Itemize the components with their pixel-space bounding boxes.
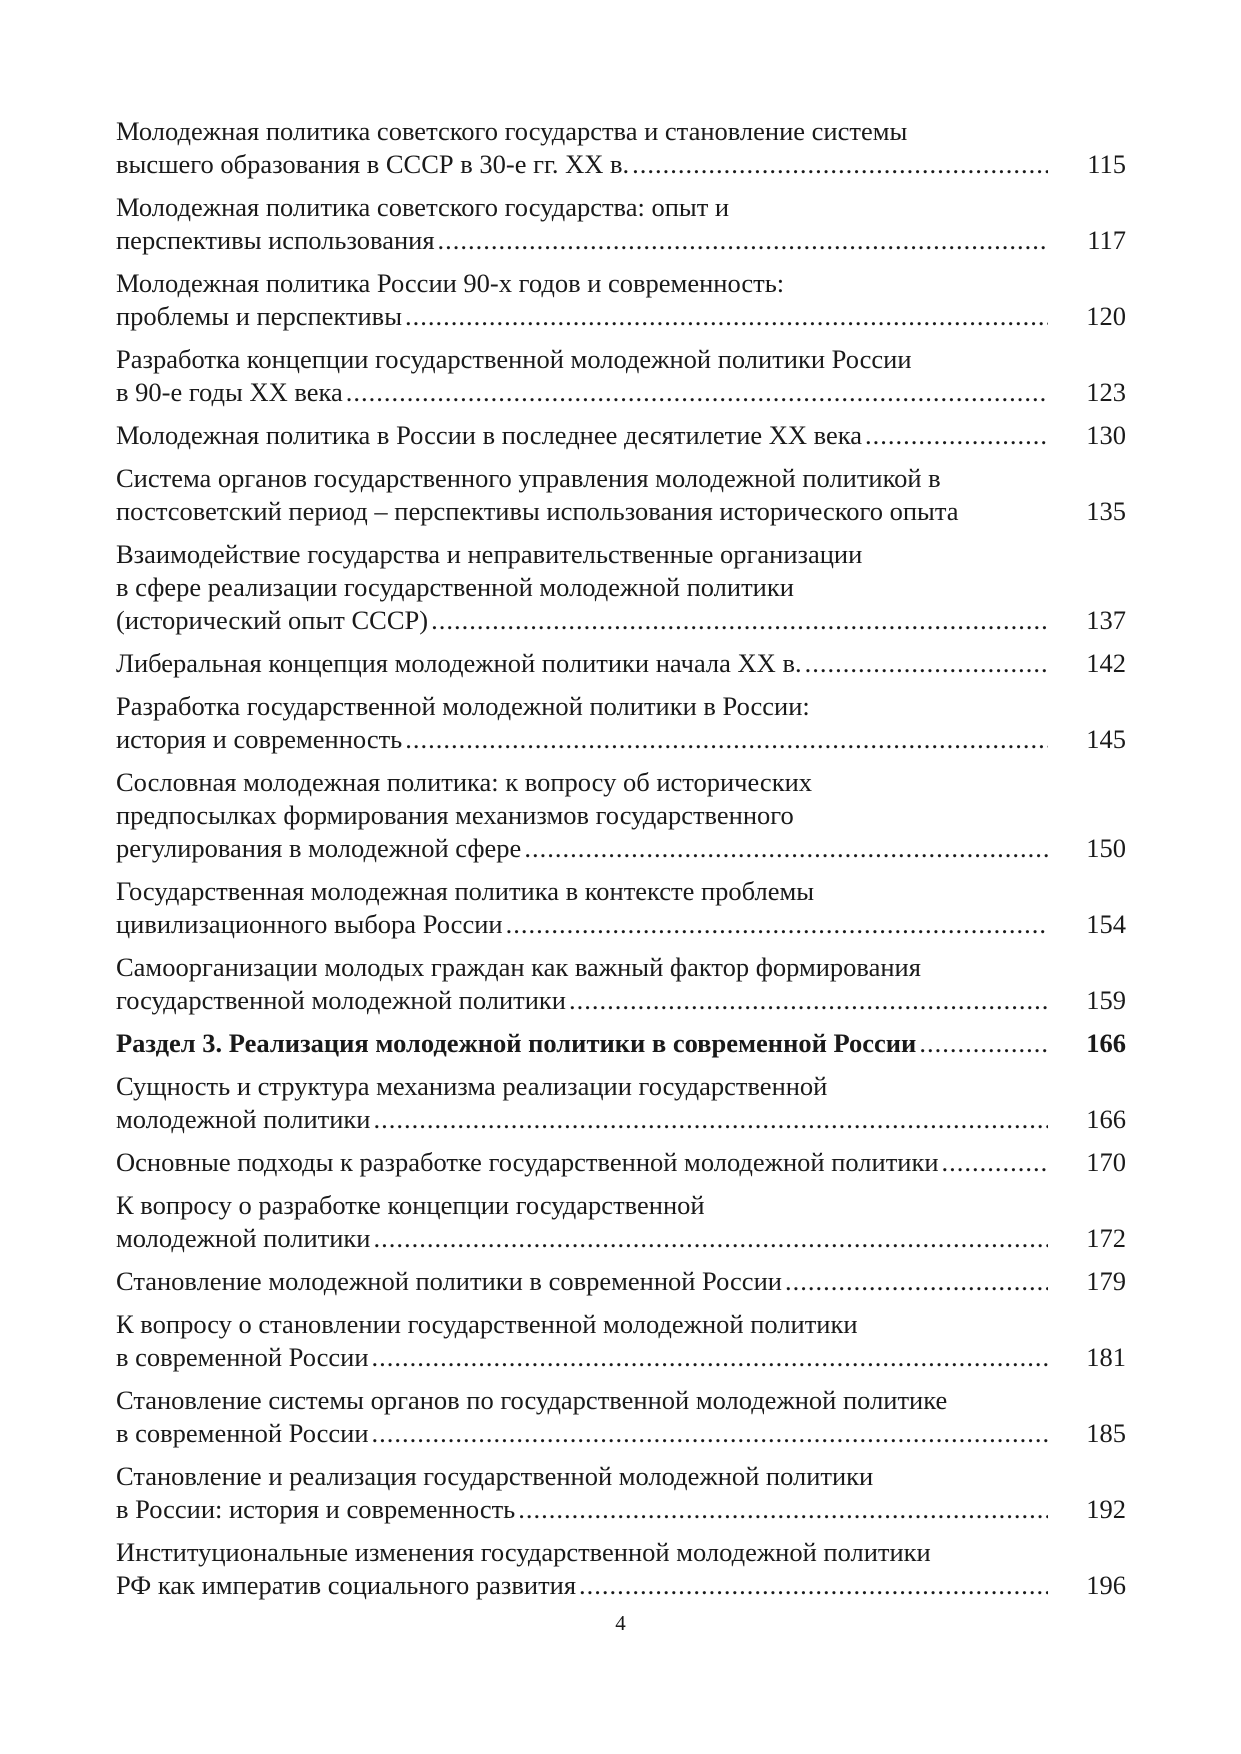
toc-entry-page-number: 185 — [1086, 1418, 1126, 1448]
dot-leader — [805, 647, 1048, 680]
toc-entry-page-number: 130 — [1086, 420, 1126, 450]
toc-entry-title-line: цивилизационного выбора России — [116, 909, 503, 939]
toc-entry — [116, 766, 1126, 865]
toc-entry-title-line: Становление системы органов по государственной молодежной политике — [116, 1385, 948, 1415]
toc-entry-last-line — [116, 1341, 1126, 1374]
toc-entry-title-line: Взаимодействие государства и неправительственные организации — [116, 539, 863, 569]
toc-entry — [116, 1146, 1126, 1179]
toc-entry-title-line: молодежной политики — [116, 1223, 371, 1253]
toc-entry-page-number: 120 — [1086, 301, 1126, 331]
toc-entry — [116, 1308, 1126, 1374]
toc-entry-last-line — [116, 419, 1126, 452]
dot-leader — [524, 832, 1048, 865]
toc-entry — [116, 690, 1126, 756]
toc-entry-last-line — [116, 1265, 1126, 1298]
toc-entry-last-line — [116, 1027, 1126, 1060]
dot-leader — [405, 723, 1048, 756]
toc-entry — [116, 462, 1126, 528]
toc-entry-page-number: 181 — [1086, 1342, 1126, 1372]
toc-entry-title-line: высшего образования в СССР в 30-е гг. XX в. — [116, 149, 630, 179]
toc-entry-page-number: 117 — [1087, 225, 1126, 255]
toc-entry-last-line — [116, 832, 1126, 865]
toc-entry — [116, 1460, 1126, 1526]
toc-entry-page-number: 172 — [1086, 1223, 1126, 1253]
toc-entry-title-line: К вопросу о разработке концепции государственной — [116, 1190, 705, 1220]
toc-entry-title-line: в современной России — [116, 1418, 369, 1448]
toc-entry-title-line: Становление молодежной политики в современной России — [116, 1266, 782, 1296]
toc-entry — [116, 647, 1126, 680]
toc-entry-last-line — [116, 723, 1126, 756]
dot-leader — [431, 604, 1048, 637]
toc-entry-title-line: Молодежная политика советского государства: опыт и — [116, 192, 730, 222]
toc-entry-page-number: 137 — [1086, 605, 1126, 635]
toc-entry-last-line — [116, 224, 1126, 257]
toc-entry-title-line: Разработка государственной молодежной политики в России: — [116, 691, 810, 721]
dot-leader — [785, 1265, 1048, 1298]
toc-entry-title-line: в сфере реализации государственной молодежной политики — [116, 572, 794, 602]
page-number: 4 — [615, 1611, 626, 1635]
toc-entry-page-number: 154 — [1086, 909, 1126, 939]
toc-entry-title-line: Либеральная концепция молодежной политики начала XX в. — [116, 648, 802, 678]
dot-leader — [942, 1146, 1048, 1179]
toc-entry-title-line: постсоветский период – перспективы использования исторического опыта — [116, 496, 959, 526]
dot-leader — [346, 376, 1048, 409]
toc-entry-title-line: предпосылках формирования механизмов государственного — [116, 800, 794, 830]
toc-entry — [116, 191, 1126, 257]
toc-entry — [116, 1189, 1126, 1255]
toc-entry-title-line: Система органов государственного управления молодежной политикой в — [116, 463, 941, 493]
dot-leader — [865, 419, 1048, 452]
toc-entry — [116, 1027, 1126, 1060]
toc-entry-last-line — [116, 908, 1126, 941]
dot-leader — [438, 224, 1048, 257]
toc-entry — [116, 1536, 1126, 1602]
toc-entry — [116, 875, 1126, 941]
toc-entry-title-line: в 90-е годы XX века — [116, 377, 343, 407]
toc-entry — [116, 267, 1126, 333]
toc-entry-page-number: 192 — [1086, 1494, 1126, 1524]
dot-leader — [569, 984, 1048, 1017]
toc-entry-title-line: Становление и реализация государственной молодежной политики — [116, 1461, 874, 1491]
dot-leader — [919, 1027, 1048, 1060]
toc-entry-title-line: Институциональные изменения государственной молодежной политики — [116, 1537, 931, 1567]
toc-entry-page-number: 142 — [1086, 648, 1126, 678]
dot-leader — [372, 1341, 1048, 1374]
dot-leader — [373, 1222, 1048, 1255]
toc-entry-page-number: 166 — [1086, 1104, 1126, 1134]
toc-entry-title-line: К вопросу о становлении государственной молодежной политики — [116, 1309, 858, 1339]
dot-leader — [373, 1103, 1048, 1136]
toc-entry — [116, 1384, 1126, 1450]
toc-entry-title-line: государственной молодежной политики — [116, 985, 566, 1015]
dot-leader — [405, 300, 1048, 333]
toc-entry-title-line: Молодежная политика России 90-х годов и современность: — [116, 268, 785, 298]
toc-entry — [116, 1265, 1126, 1298]
toc-entry-title-line: (исторический опыт СССР) — [116, 605, 429, 635]
toc-entry-title-line: Сущность и структура механизма реализации государственной — [116, 1071, 828, 1101]
toc-entry-page-number: 145 — [1086, 724, 1126, 754]
toc-entry-title-line: Государственная молодежная политика в контексте проблемы — [116, 876, 815, 906]
toc-entry-title-line: проблемы и перспективы — [116, 301, 403, 331]
toc-entry-last-line — [116, 376, 1126, 409]
toc-entry-last-line — [116, 1146, 1126, 1179]
toc-entry-page-number: 159 — [1086, 985, 1126, 1015]
toc-entry-page-number: 166 — [1086, 1028, 1126, 1058]
toc-entry-title-line: Молодежная политика в России в последнее десятилетие XX века — [116, 420, 863, 450]
toc-entry-last-line — [116, 647, 1126, 680]
toc-entry-title-line: Разработка концепции государственной молодежной политики России — [116, 344, 912, 374]
toc-entry-page-number: 170 — [1086, 1147, 1126, 1177]
toc-entry-last-line — [116, 984, 1126, 1017]
toc-entry-last-line — [116, 148, 1126, 181]
dot-leader — [518, 1493, 1048, 1526]
toc-entry-title-line: молодежной политики — [116, 1104, 371, 1134]
toc-entry-last-line — [116, 300, 1126, 333]
toc-entry-page-number: 179 — [1086, 1266, 1126, 1296]
toc-entry — [116, 343, 1126, 409]
toc-entry-page-number: 135 — [1086, 496, 1126, 526]
toc-entry-title-line: Сословная молодежная политика: к вопросу об исторических — [116, 767, 813, 797]
toc-entry-last-line — [116, 1417, 1126, 1450]
toc-entry-title-line: РФ как императив социального развития — [116, 1570, 577, 1600]
toc-entry-title-line: в России: история и современность — [116, 1494, 516, 1524]
toc-entry — [116, 115, 1126, 181]
toc-entry-last-line — [116, 495, 1126, 528]
toc-entry-last-line — [116, 1493, 1126, 1526]
dot-leader — [579, 1569, 1048, 1602]
toc-entry-title-line: в современной России — [116, 1342, 369, 1372]
dot-leader — [632, 148, 1048, 181]
toc-entry-page-number: 196 — [1086, 1570, 1126, 1600]
toc-entry-title-line: регулирования в молодежной сфере — [116, 833, 522, 863]
toc-entry-title-line: Самоорганизации молодых граждан как важный фактор формирования — [116, 952, 921, 982]
toc-entry-title-line: Раздел 3. Реализация молодежной политики в современной России — [116, 1028, 917, 1058]
toc-entry — [116, 951, 1126, 1017]
toc-entry-last-line — [116, 1103, 1126, 1136]
toc-entry-title-line: Молодежная политика советского государства и становление системы — [116, 116, 908, 146]
toc-entry-last-line — [116, 604, 1126, 637]
toc-entry-title-line: история и современность — [116, 724, 403, 754]
toc-entry — [116, 419, 1126, 452]
toc-entry-title-line: Основные подходы к разработке государственной молодежной политики — [116, 1147, 939, 1177]
dot-leader — [506, 908, 1048, 941]
table-of-contents — [116, 115, 1126, 1612]
toc-entry-last-line — [116, 1569, 1126, 1602]
toc-entry-page-number: 115 — [1087, 149, 1126, 179]
toc-entry-page-number: 123 — [1086, 377, 1126, 407]
dot-leader — [372, 1417, 1048, 1450]
toc-entry — [116, 538, 1126, 637]
toc-entry-page-number: 150 — [1086, 833, 1126, 863]
toc-entry-title-line: перспективы использования — [116, 225, 435, 255]
toc-entry — [116, 1070, 1126, 1136]
toc-entry-last-line — [116, 1222, 1126, 1255]
